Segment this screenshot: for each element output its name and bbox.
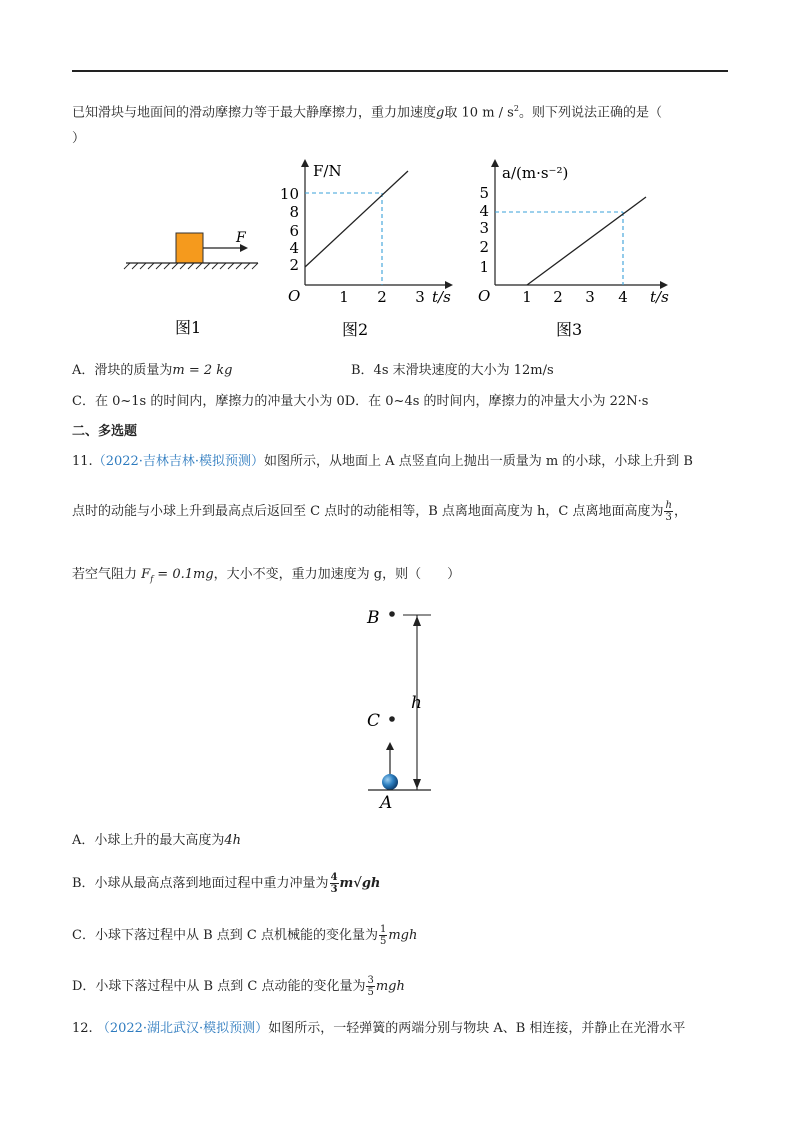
y-tick: 2 (289, 256, 299, 274)
origin-label: O (478, 287, 491, 305)
figure-3-label: 图3 (556, 320, 583, 339)
q11-option-c: C．小球下落过程中从 B 点到 C 点机械能的变化量为 $\frac{1}{5}$ mgh (72, 924, 418, 947)
figure-3 (470, 155, 690, 340)
intro-line: 已知滑块与地面间的滑动摩擦力等于最大静摩擦力，重力加速度g取 10 m / $s^2$。则下列说法正确的是（ (72, 104, 662, 121)
x-tick: 1 (339, 288, 349, 306)
x-tick: 1 (522, 288, 532, 306)
y-tick: 5 (479, 184, 489, 202)
ball (382, 774, 398, 790)
figure-1-label: 图1 (175, 318, 202, 337)
q11-line-3: 若空气阻力 $F_f = 0.1mg$，大小不变，重力加速度为 g，则（ ） (72, 567, 461, 584)
point-b-dot (389, 611, 395, 617)
accel-line (527, 197, 646, 285)
x-axis-label: t/s (650, 288, 669, 306)
y-tick: 3 (479, 219, 489, 237)
y-tick: 6 (289, 222, 299, 240)
y-tick: 8 (289, 203, 299, 221)
x-tick: 4 (618, 288, 628, 306)
y-tick: 10 (280, 185, 299, 203)
force-label: F (236, 230, 246, 246)
x-tick: 2 (377, 288, 387, 306)
q11-option-b: B．小球从最高点落到地面过程中重力冲量为 $\frac{4}{3}$ m√gh (72, 872, 381, 895)
q11-line-2: 点时的动能与小球上升到最高点后返回至 C 点时的动能相等，B 点离地面高度为 h，C 点离地面高度为 $\frac{h}{3}$ ， (72, 500, 687, 523)
y-tick: 4 (289, 239, 299, 257)
q10-option-a: A．滑块的质量为m = 2 kg (72, 363, 233, 378)
y-tick: 4 (479, 202, 489, 220)
origin-label: O (288, 287, 301, 305)
y-axis-label: a/(m·s⁻²) (502, 164, 569, 182)
q11-option-a: A．小球上升的最大高度为4h (72, 833, 242, 848)
x-tick: 2 (553, 288, 563, 306)
point-a-label: A (380, 793, 393, 813)
x-tick: 3 (415, 288, 425, 306)
y-tick: 1 (479, 258, 489, 276)
q11-option-d: D．小球下落过程中从 B 点到 C 点动能的变化量为 $\frac{3}{5}$ mgh (72, 975, 405, 998)
figure-2 (280, 155, 460, 340)
ground-hatch (124, 263, 258, 269)
height-label: h (411, 693, 422, 713)
point-b-label: B (367, 608, 380, 628)
force-line (305, 171, 408, 267)
q10-option-b: B．4s 末滑块速度的大小为 12m/s (351, 363, 554, 378)
figure-1 (120, 225, 270, 340)
intro-close: ） (72, 131, 86, 146)
x-axis-label: t/s (432, 288, 451, 306)
q11-line-1: 11.（2022·吉林吉林·模拟预测）如图所示，从地面上 A 点竖直向上抛出一质量为 m 的小球，小球上升到 B (72, 454, 693, 469)
q10-option-c: C．在 0~1s 的时间内，摩擦力的冲量大小为 0D．在 0~4s 的时间内，摩擦力的冲量大小为 22N·s (72, 394, 649, 409)
point-c-label: C (367, 711, 381, 731)
point-c-dot (389, 716, 395, 722)
y-axis-label: F/N (313, 162, 342, 180)
y-tick: 2 (479, 238, 489, 256)
section-heading: 二、多选题 (72, 424, 138, 439)
q12-line-1: 12. （2022·湖北武汉·模拟预测）如图所示，一轻弹簧的两端分别与物块 A、B 相连接，并静止在光滑水平 (72, 1021, 686, 1036)
figure-ball (355, 598, 455, 818)
x-tick: 3 (585, 288, 595, 306)
figure-2-label: 图2 (342, 320, 369, 339)
header-rule (72, 70, 728, 72)
slider-block (176, 233, 203, 263)
